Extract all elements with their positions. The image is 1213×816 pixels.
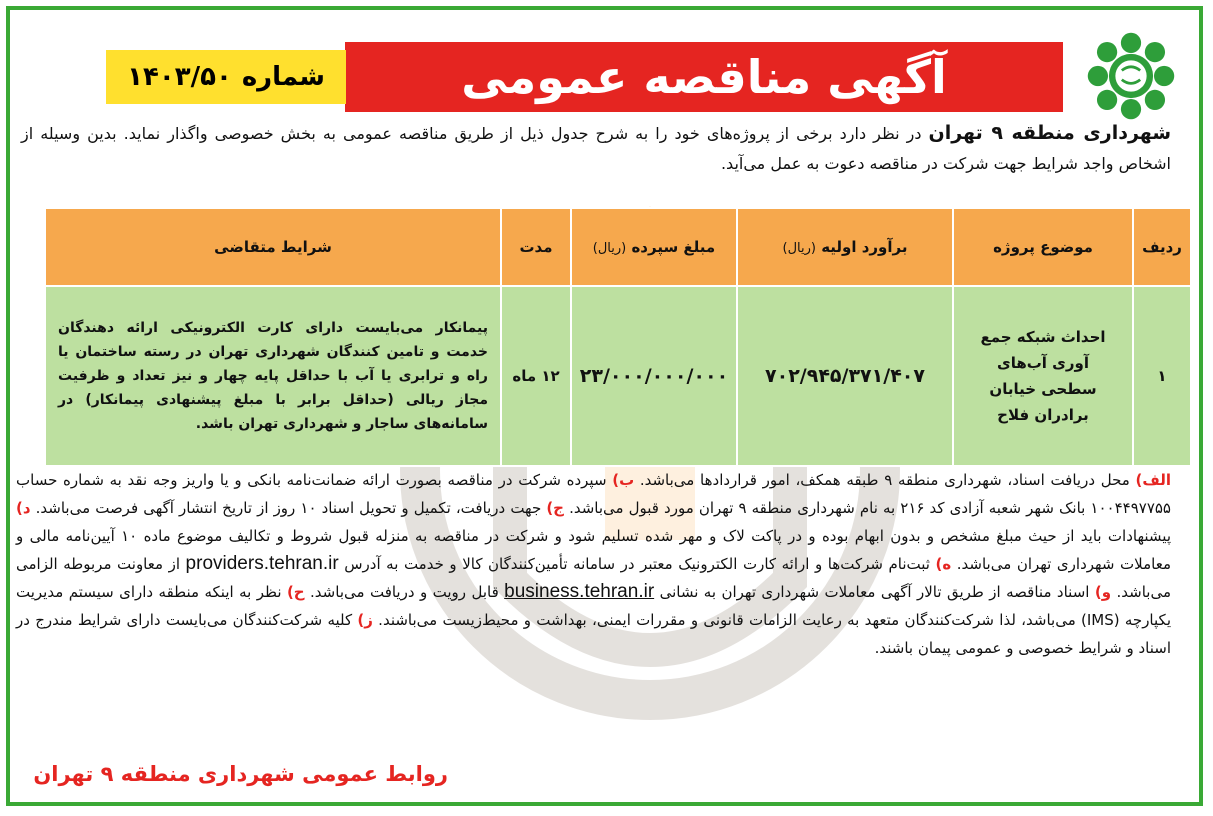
providers-url-link[interactable]: providers.tehran.ir [185,553,339,574]
clause-e-label: ه) [935,555,952,573]
cell-deposit: ۲۳/۰۰۰/۰۰۰/۰۰۰ [571,286,737,466]
banner-title: آگهی مناقصه عمومی [345,42,1063,112]
cell-conditions: پیمانکار می‌بایست دارای کارت الکترونیکی ارائه دهندگان خدمت و تامین کنندگان شهرداری تهران در رسته ساختمان یا راه و ترابری یا آب با حداقل پایه چهار و نیز تعداد و ظرفیت مجاز ریالی (حداقل برابر با مبلغ پیشنهادی پیمانکار) در سامانه‌های ساجار و شهرداری تهران باشد. [45,286,501,466]
clause-b-text: سپرده شرکت در مناقصه بصورت ارائه ضمانت‌نامه بانکی و یا واریز وجه نقد به شماره حساب ۱۰۰۴۴۹۷۷۵۵ بانک شهر شعبه آزادی کد ۲۱۶ به نام شهرداری منطقه ۹ تهران مورد قبول می‌باشد. [16,471,1171,517]
banner-number-label: شماره [241,62,325,92]
intro-text: در نظر دارد برخی از پروژه‌های خود را به شرح جدول ذیل از طریق مناقصه عمومی به بخش خصوصی واگذار نماید. بدین وسیله از اشخاص واجد شرایط جهت شرکت در مناقصه دعوت به عمل می‌آید. [21,124,1171,173]
header-conditions: شرایط متقاضی [45,208,501,286]
table-row [45,286,1191,466]
header-row-number: ردیف [1133,208,1191,286]
cell-subject: احداث شبکه جمع آوری آب‌های سطحی خیابان برادران فلاح [953,286,1133,466]
clause-e-text: ثبت‌نام شرکت‌ها و ارائه کارت الکترونیک معتبر در سامانه تأمین‌کنندگان کالا و خدمت به آدرس [338,555,936,573]
clause-a-text: محل دریافت اسناد، شهرداری منطقه ۹ طبقه همکف، امور قراردادها می‌باشد. [634,471,1136,489]
business-url-link[interactable]: business.tehran.ir [504,581,655,602]
intro-org-name: شهرداری منطقه ۹ تهران [928,122,1171,144]
banner-number-value: ۱۴۰۳/۵۰ [127,62,232,92]
banner-number [106,50,346,104]
cell-duration: ۱۲ ماه [501,286,571,466]
clause-h-label: ز) [357,611,373,629]
clause-d-text: پیشنهادات باید از حیث مبلغ مشخص و بدون ابهام بوده و در پاکت لاک و مهر شده تسلیم شود و شرکت در مناقصه به منزله قبول شروط و تکالیف موضوع ماده ۱۰ آیین‌نامه مالی و معاملات شهرداری تهران می‌باشد. [16,527,1172,573]
public-relations-signature: روابط عمومی شهرداری منطقه ۹ تهران [33,762,448,786]
clause-c-label: ج) [546,499,564,517]
clause-b-label: ب) [612,471,635,489]
notice-frame [6,6,1203,806]
header-duration: مدت [501,208,571,286]
clause-g-label: ح) [286,583,305,601]
clause-g-text: نظر به اینکه منطقه دارای سیستم مدیریت یکپارچه (IMS) می‌باشد، لذا شرکت‌کنندگان متعهد به رعایت الزامات قانونی و مقررات ایمنی، بهداشت و محیط‌زیست می‌باشند. [16,583,1171,629]
tender-table [44,207,1192,467]
clause-d-label: د) [16,499,31,517]
clause-e-text2: از معاونت مربوطه الزامی می‌باشد. [16,555,1171,601]
clauses-text [16,466,1171,662]
clause-f-text: اسناد مناقصه از طریق تالار آگهی معاملات شهرداری تهران به نشانی [654,583,1095,601]
clause-a-label: الف) [1135,471,1171,489]
header-estimate: برآورد اولیه (ریال) [737,208,953,286]
tehran-municipality-logo-icon [1085,30,1177,122]
header-deposit: مبلغ سپرده (ریال) [571,208,737,286]
cell-estimate: ۷۰۲/۹۴۵/۳۷۱/۴۰۷ [737,286,953,466]
intro-paragraph [21,118,1171,179]
table-header-row [45,208,1191,286]
header-subject: موضوع پروژه [953,208,1133,286]
clause-f-text2: قابل رویت و دریافت می‌باشد. [304,583,505,601]
clause-h-text: کلیه شرکت‌کنندگان می‌بایست دارای شرایط مندرج در اسناد و شرایط خصوصی و عمومی پیمان باشند. [16,611,1171,657]
cell-row-number: ۱ [1133,286,1191,466]
clause-f-label: و) [1094,583,1112,601]
clause-c-text: جهت دریافت، تکمیل و تحویل اسناد ۱۰ روز از تاریخ انتشار آگهی فرصت می‌باشد. [30,499,547,517]
